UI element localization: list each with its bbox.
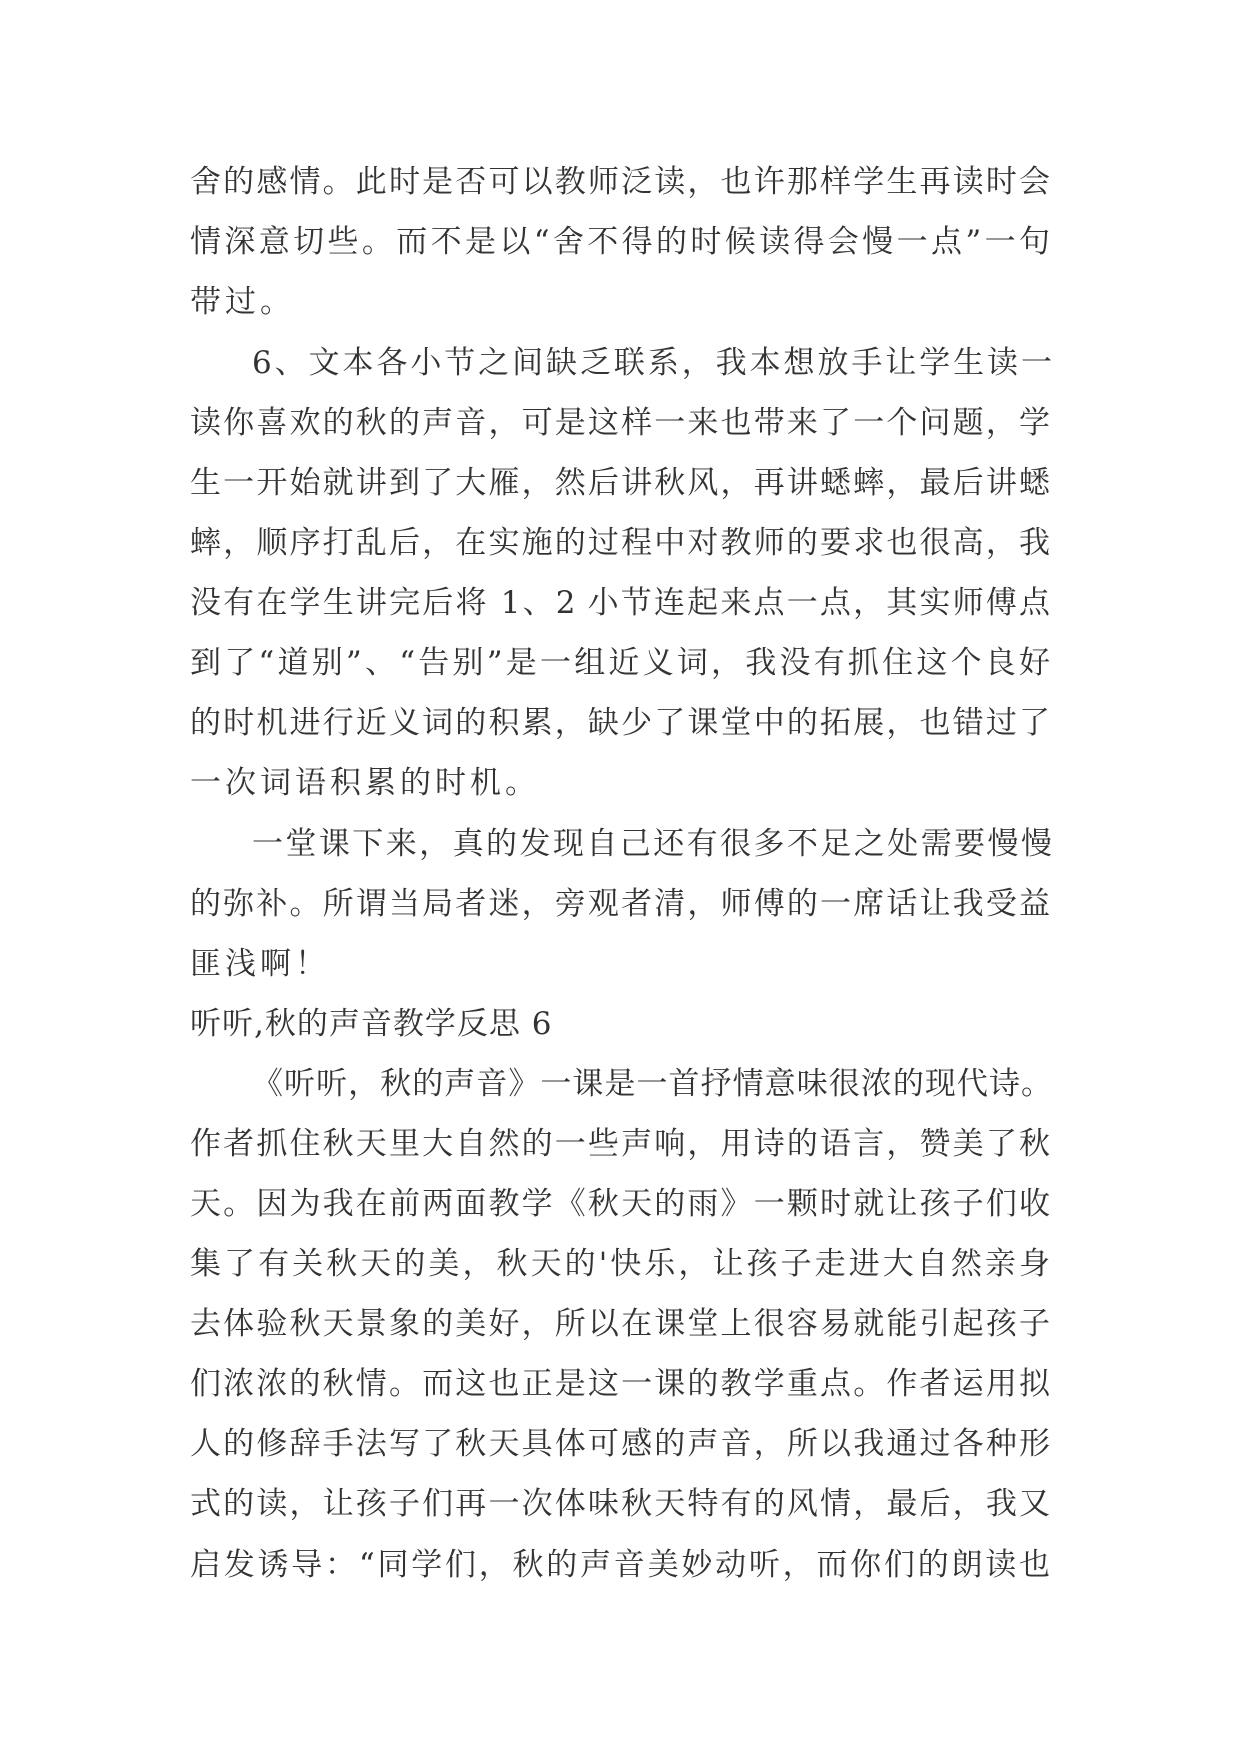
paragraph-line: 读你喜欢的秋的声音，可是这样一来也带来了一个问题，学 — [190, 405, 1050, 441]
paragraph-line: 人的修辞手法写了秋天具体可感的声音，所以我通过各种形 — [190, 1426, 1050, 1462]
paragraph-line: 去体验秋天景象的美好，所以在课堂上很容易就能引起孩子 — [190, 1306, 1050, 1342]
paragraph-line: 带过。 — [190, 284, 295, 320]
paragraph-line: 一堂课下来，真的发现自己还有很多不足之处需要慢慢 — [252, 826, 1052, 862]
paragraph-line: 蟀，顺序打乱后，在实施的过程中对教师的要求也很高，我 — [190, 525, 1050, 561]
paragraph-line: 们浓浓的秋情。而这也正是这一课的教学重点。作者运用拟 — [190, 1366, 1050, 1402]
paragraph-line: 集了有关秋天的美，秋天的'快乐，让孩子走进大自然亲身 — [190, 1246, 1050, 1282]
paragraph-line: 情深意切些。而不是以“舍不得的时候读得会慢一点”一句 — [190, 224, 1050, 260]
paragraph-line: 作者抓住秋天里大自然的一些声响，用诗的语言，赞美了秋 — [190, 1126, 1050, 1162]
paragraph-line: 的弥补。所谓当局者迷，旁观者清，师傅的一席话让我受益 — [190, 886, 1050, 922]
paragraph-line: 一次词语积累的时机。 — [190, 765, 540, 801]
paragraph-line: 舍的感情。此时是否可以教师泛读，也许那样学生再读时会 — [190, 164, 1050, 200]
paragraph-line: 《听听，秋的声音》一课是一首抒情意味很浓的现代诗。 — [252, 1066, 1052, 1102]
paragraph-line: 匪浅啊！ — [190, 946, 330, 982]
paragraph-line: 启发诱导：“同学们，秋的声音美妙动听，而你们的朗读也 — [190, 1547, 1050, 1583]
paragraph-line: 没有在学生讲完后将 1、2 小节连起来点一点，其实师傅点 — [190, 585, 1050, 621]
paragraph-line: 生一开始就讲到了大雁，然后讲秋风，再讲蟋蟀，最后讲蟋 — [190, 465, 1050, 501]
paragraph-line: 天。因为我在前两面教学《秋天的雨》一颗时就让孩子们收 — [190, 1186, 1050, 1222]
paragraph-line: 到了“道别”、“告别”是一组近义词，我没有抓住这个良好 — [190, 645, 1050, 681]
section-heading: 听听,秋的声音教学反思 6 — [190, 1006, 553, 1042]
paragraph-line: 6、文本各小节之间缺乏联系，我本想放手让学生读一 — [252, 345, 1052, 381]
paragraph-line: 的时机进行近义词的积累，缺少了课堂中的拓展，也错过了 — [190, 705, 1050, 741]
paragraph-line: 式的读，让孩子们再一次体味秋天特有的风情，最后，我又 — [190, 1486, 1050, 1522]
